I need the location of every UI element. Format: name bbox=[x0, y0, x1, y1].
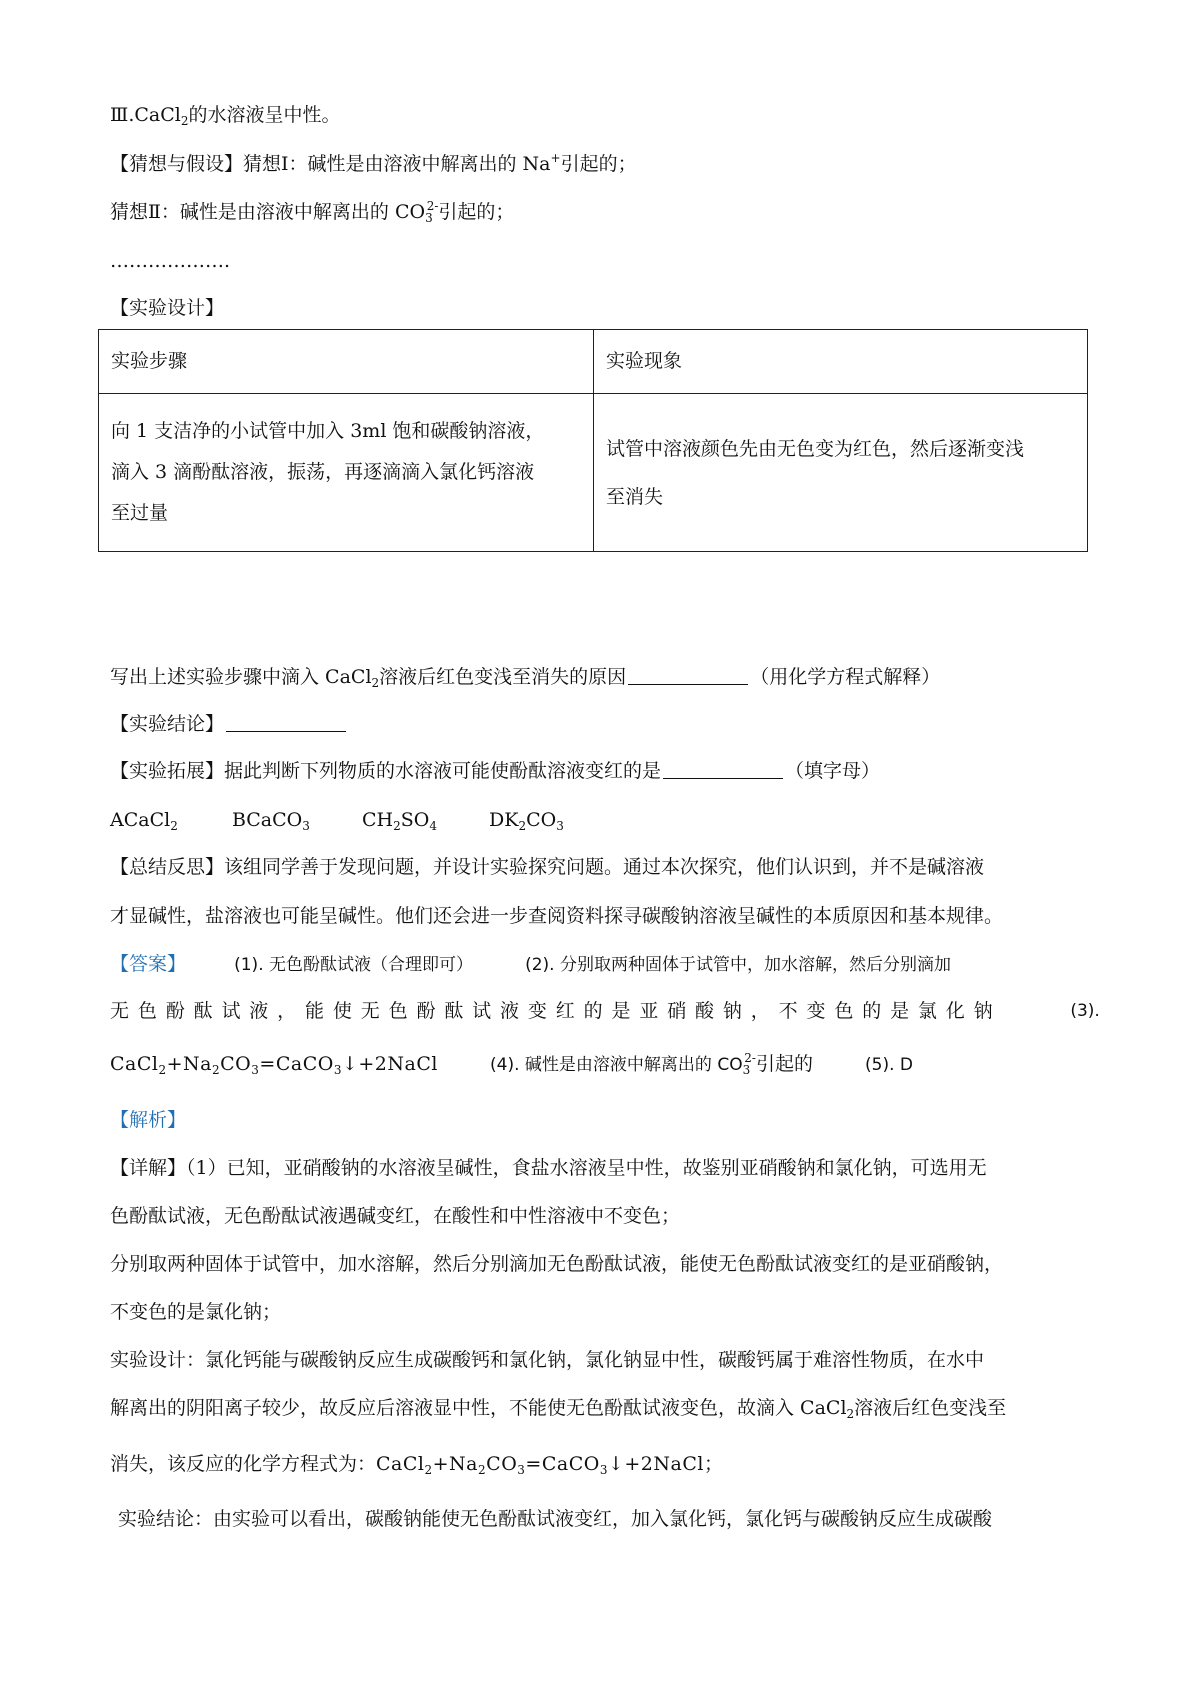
detail-line-4: 不变色的是氯化钠； bbox=[110, 1301, 282, 1323]
answer-line-1: 【答案】 (1). 无色酚酞试液（合理即可） (2). 分别取两种固体于试管中，加水溶解，然后分别滴加 bbox=[110, 953, 951, 975]
summary-line-1: 【总结反思】该组同学善于发现问题，并设计实验探究问题。通过本次探究，他们认识到，并不是碱溶液 bbox=[110, 856, 985, 878]
option-d: $DK_2CO_3$ bbox=[489, 809, 564, 833]
conclusion-line: 【实验结论】 bbox=[110, 710, 348, 738]
table-row bbox=[99, 394, 1088, 552]
detail-line-7: 消失，该反应的化学方程式为：$CaCl_2+Na_2CO_3=CaCO_3↓+2NaCl$； bbox=[110, 1453, 723, 1477]
question-line: 写出上述实验步骤中滴入 CaCl$_2$溶液后红色变浅至消失的原因 （用化学方程式解释） bbox=[110, 666, 941, 690]
header-steps: 实验步骤 bbox=[99, 330, 594, 394]
option-a: ACaCl$_2$ bbox=[110, 809, 178, 833]
extension-blank[interactable] bbox=[663, 760, 783, 779]
hypothesis-ellipsis: ………………. bbox=[110, 250, 231, 272]
conclusion-blank[interactable] bbox=[226, 713, 346, 732]
detail-line-5: 实验设计：氯化钙能与碳酸钠反应生成碳酸钙和氯化钠，氯化钠显中性，碳酸钙属于难溶性物质，在水中 bbox=[110, 1349, 985, 1371]
answer-line-3: $CaCl_2+Na_2CO_3=CaCO_3↓+2NaCl$ (4). 碱性是由溶液中解离出的 $CO_3^{2-}$引起的 (5). D bbox=[110, 1051, 914, 1077]
analysis-label: 【解析】 bbox=[110, 1109, 187, 1131]
detail-line-1: 【详解】（1）已知，亚硝酸钠的水溶液呈碱性，食盐水溶液呈中性，故鉴别亚硝酸钠和氯化钠，可选用无 bbox=[110, 1157, 987, 1179]
cell-phenomenon: 试管中溶液颜色先由无色变为红色，然后逐渐变浅 至消失 bbox=[594, 394, 1088, 552]
extension-line: 【实验拓展】据此判断下列物质的水溶液可能使酚酞溶液变红的是 （填字母） bbox=[110, 760, 881, 782]
answer-blank[interactable] bbox=[628, 666, 748, 685]
detail-line-8: 实验结论：由实验可以看出，碳酸钠能使无色酚酞试液变红，加入氯化钙，氯化钙与碳酸钠反应生成碳酸 bbox=[118, 1508, 993, 1530]
detail-line-6: 解离出的阴阳离子较少，故反应后溶液显中性，不能使无色酚酞试液变色，故滴入 CaCl$_2$溶液后红色变浅至 bbox=[110, 1397, 1007, 1421]
table-header-row bbox=[99, 330, 1088, 394]
option-b: BCaCO$_3$ bbox=[231, 809, 310, 833]
hypothesis-1: 【猜想与假设】猜想Ⅰ：碱性是由溶液中解离出的 Na+引起的； bbox=[110, 151, 637, 175]
experiment-table bbox=[98, 329, 1088, 552]
detail-line-2: 色酚酞试液，无色酚酞试液遇碱变红，在酸性和中性溶液中不变色； bbox=[110, 1205, 681, 1227]
equation-answer: $CaCl_2+Na_2CO_3=CaCO_3↓+2NaCl$ bbox=[110, 1053, 438, 1077]
hypothesis-2: 猜想Ⅱ：碱性是由溶液中解离出的 $CO_3^{2-}$引起的； bbox=[110, 199, 515, 225]
equation-detail: $CaCl_2+Na_2CO_3=CaCO_3↓+2NaCl$ bbox=[376, 1453, 704, 1477]
header-phenomenon: 实验现象 bbox=[594, 330, 1088, 394]
options-row bbox=[110, 806, 564, 834]
answer-label: 【答案】 bbox=[110, 953, 187, 975]
design-label: 【实验设计】 bbox=[110, 297, 225, 319]
info-item-3: Ⅲ.CaCl$_2$的水溶液呈中性。 bbox=[110, 104, 341, 128]
answer-line-2: 无 色 酚 酞 试 液 ， 能 使 无 色 酚 酞 试 液 变 红 的 是 亚 硝 酸 钠 ， 不 变 色 的 是 氯 化 钠 (3). bbox=[110, 1000, 1100, 1022]
summary-line-2: 才显碱性，盐溶液也可能呈碱性。他们还会进一步查阅资料探寻碳酸钠溶液呈碱性的本质原因和基本规律。 bbox=[110, 905, 1004, 927]
cell-steps: 向 1 支洁净的小试管中加入 3ml 饱和碳酸钠溶液， 滴入 3 滴酚酞溶液，振荡，再逐滴滴入氯化钙溶液 至过量 bbox=[99, 394, 594, 552]
hypothesis-label: 【猜想与假设】 bbox=[110, 153, 244, 175]
option-c: $CH_2SO_4$ bbox=[361, 809, 437, 833]
detail-line-3: 分别取两种固体于试管中，加水溶解，然后分别滴加无色酚酞试液，能使无色酚酞试液变红的是亚硝酸钠， bbox=[110, 1253, 1004, 1275]
